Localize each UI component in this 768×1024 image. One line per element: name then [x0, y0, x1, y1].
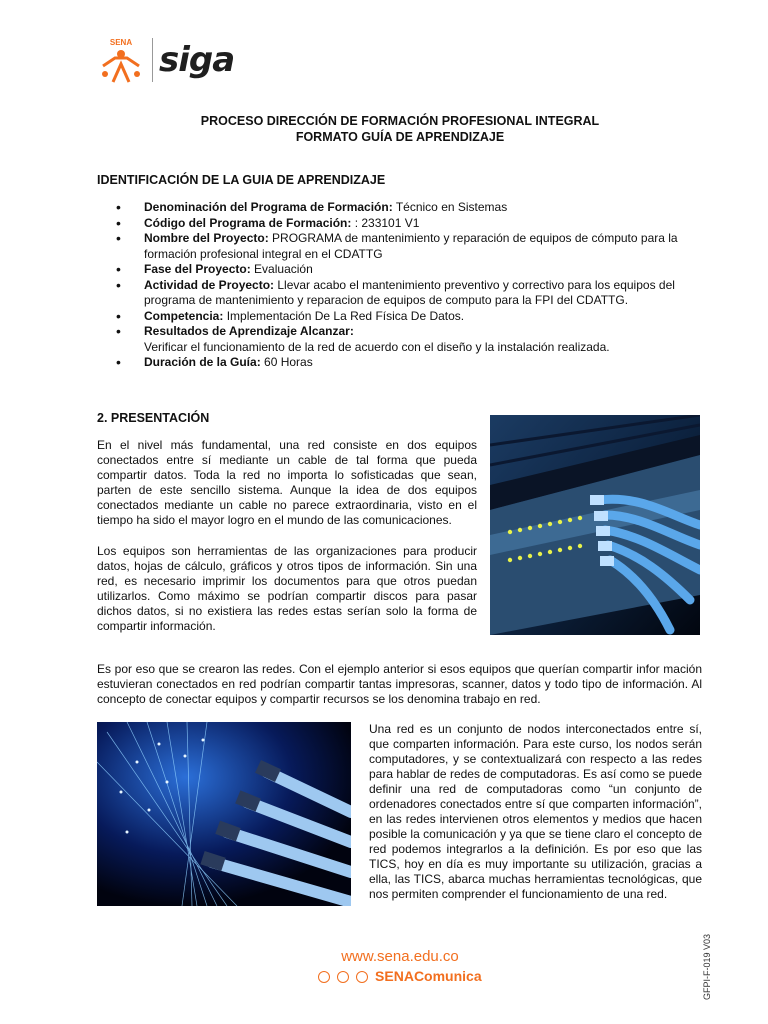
- presentation-paragraph-3: Es por eso que se crearon las redes. Con el ejemplo anterior si esos equipos que querían compartir infor mación estuvieran conectados en red podrían compartir tantas impresoras, scanner, datos y todo tipo de información. Al concepto de conectar equipos y compartir recursos se los denomina trabajo en red.: [97, 662, 702, 706]
- sena-logo-icon: [97, 36, 145, 84]
- list-item: • Actividad de Proyecto: Llevar acabo el mantenimiento preventivo y correctivo para los equipos del programa de mantenimiento y reparacion de equipos de computo para la FPI del CDATTG.: [116, 278, 716, 309]
- presentation-title: 2. PRESENTACIÓN: [97, 411, 210, 425]
- footer-url[interactable]: www.sena.edu.co: [341, 948, 459, 965]
- list-item: • Duración de la Guía: 60 Horas: [116, 355, 716, 371]
- siga-logo: siga: [159, 40, 235, 80]
- list-item: • Nombre del Proyecto: PROGRAMA de mantenimiento y reparación de equipos de cómputo para la formación profesional integral en el CDATTG: [116, 231, 716, 262]
- list-item: • Código del Programa de Formación: : 233101 V1: [116, 216, 716, 232]
- instagram-icon[interactable]: [337, 971, 349, 983]
- list-item: • Competencia: Implementación De La Red Física De Datos.: [116, 309, 716, 325]
- list-item: • Resultados de Aprendizaje Alcanzar: Verificar el funcionamiento de la red de acuerdo con el diseño y la instalación realizada.: [116, 324, 716, 355]
- youtube-icon[interactable]: [318, 971, 330, 983]
- presentation-paragraph-2: Los equipos son herramientas de las organizaciones para producir datos, hojas de cálculo, gráficos y otros tipos de información. Sin una red, es necesario imprimir los documentos para que otros puedan utilizarlos. Como máximo se podrían compartir discos para pasar dichos datos, si no existiera las redes estas serían solo la forma de compartir información.: [97, 544, 477, 633]
- presentation-paragraph-4: Una red es un conjunto de nodos interconectados entre sí, que comparten información. Para este curso, los nodos serán computadores, y se contextualizará con respecto a las redes para hablar de redes de computadoras. Es así como se puede definir una red de computadoras como “un conjunto de ordenadores conectados entre sí que comparten información”, en las redes intervienen otros elementos y medios que hacen posible la comunicación y ya que se tiene claro el concepto de red podemos integrarlos a la definición. Es por eso que las TICS, hoy en día es muy importante su utilización, gracias a ella, las TICS, abarca muchas herramientas tecnológicas, que nos permiten comprender el funcionamiento de una red.: [369, 722, 702, 901]
- social-icons: [318, 968, 375, 984]
- svg-text:SENA: SENA: [109, 38, 133, 47]
- social-handle: SENAComunica: [375, 968, 482, 984]
- identification-list: [116, 200, 716, 371]
- logo-divider: [152, 38, 153, 82]
- list-item: • Fase del Proyecto: Evaluación: [116, 262, 716, 278]
- document-title-line1: PROCESO DIRECCIÓN DE FORMACIÓN PROFESIONAL INTEGRAL: [200, 114, 600, 128]
- facebook-icon[interactable]: [356, 971, 368, 983]
- header-logos: [97, 36, 247, 86]
- document-code: GFPI-F-019 V03: [702, 933, 712, 1000]
- fiber-optic-cables-image: [97, 722, 351, 906]
- presentation-paragraph-1: En el nivel más fundamental, una red consiste en dos equipos conectados entre sí mediante un cable de tal forma que pueda compartir datos. Toda la red no importa lo sofisticadas que sean, parten de este sencillo sistema. Aunque la idea de dos equipos conectados mediante un cable no parece extraordinaria, visto en el tiempo ha sido el mayor logro en el mundo de las comunicaciones.: [97, 438, 477, 527]
- list-item: • Denominación del Programa de Formación: Técnico en Sistemas: [116, 200, 716, 216]
- network-switch-image: [490, 415, 700, 635]
- document-title-line2: FORMATO GUÍA DE APRENDIZAJE: [295, 130, 505, 144]
- footer-social: [0, 968, 768, 984]
- identification-title: IDENTIFICACIÓN DE LA GUIA DE APRENDIZAJE: [97, 173, 386, 187]
